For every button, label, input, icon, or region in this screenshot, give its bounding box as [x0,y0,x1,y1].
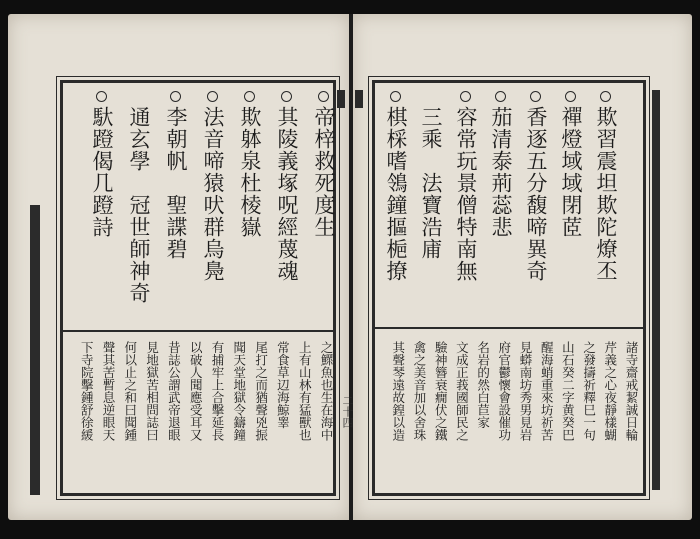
verse-marker-circle-icon [318,91,329,102]
commentary-column: 尾打之而猶聲兇振 [253,341,269,441]
verse-marker-circle-icon [96,91,107,102]
right-edge-bar [652,90,660,490]
commentary-column: 下寺院擊鍾舒徐緩 [79,341,95,441]
commentary-column: 其聲琴遠故鍠以造 [390,341,406,441]
verse-column: 通玄學 冠世師神奇 [127,106,151,304]
verse-marker-circle-icon [565,91,576,102]
verse-column: 棋棌嗜鴒鐘摳梔撩 [384,106,408,282]
commentary-column: 聞天堂地獄令鑄鐘 [231,341,247,441]
verse-column: 欺習震坦欺陀燎丕 [594,106,618,282]
verse-marker-circle-icon [495,91,506,102]
page-fold [349,14,353,520]
verse-column: 李朝帆 聖諜碧 [164,106,188,260]
left-page-divider [63,330,335,332]
verse-marker-circle-icon [170,91,181,102]
center-ear-right [355,90,363,108]
verse-column: 欺躰泉杜棱嶽 [238,106,262,238]
verse-column: 容常玩景僧特南無 [454,106,478,282]
left-edge-bar [30,205,40,495]
commentary-column: 昔誌公謂武帝退眼 [166,341,182,441]
verse-column: 其陵義塚呪經蔑魂 [275,106,299,282]
commentary-column: 山石癸二字黄癸巴 [560,341,576,441]
commentary-column: 文成正莪國師民之 [454,341,470,441]
commentary-column: 見地獄苦相問誌曰 [144,341,160,441]
verse-column: 茄清泰荊蕊悲 [489,106,513,238]
commentary-column: 何以止之和曰聞鍾 [122,341,138,441]
verse-column: 馱蹬偈几蹬詩 [90,106,114,238]
right-page-divider [375,327,643,329]
verse-marker-circle-icon [281,91,292,102]
commentary-column: 府官鬱懷會設催功 [496,341,512,441]
commentary-column: 驗神簪衰癇伏之鐵 [433,341,449,441]
verse-column: 三乘 法寶浩庯 [419,106,443,260]
verse-column: 香逐五分馥啼異奇 [524,106,548,282]
commentary-column: 常食草辺海鯨睾 [275,341,291,429]
verse-column: 禪燈域域閉茝 [559,106,583,238]
commentary-column: 名岩的然白苣家 [475,341,491,429]
verse-marker-circle-icon [244,91,255,102]
commentary-column: 見蟒南坊秀男見岩 [518,341,533,441]
commentary-column: 醒海蛸重來坊祈苦 [539,341,555,441]
commentary-column: 之發擣祈釋巳一句 [581,341,597,441]
verse-marker-circle-icon [600,91,611,102]
center-ear-left [337,90,345,108]
commentary-column: 以破人聞應受耳又 [188,341,204,441]
verse-column: 帝梓救死度生 [312,106,336,238]
page-number: 二十四 [341,395,354,428]
commentary-column: 之鰥魚也生在海中 [319,341,334,441]
verse-marker-circle-icon [460,91,471,102]
commentary-column: 聲其苦暫息逆眼天 [101,341,116,441]
commentary-column: 芹義之心夜靜樣蝴 [602,341,618,441]
commentary-column: 禽之美音加以舍珠 [412,341,427,441]
commentary-column: 有捕牢上合擊延長 [210,341,225,441]
verse-marker-circle-icon [207,91,218,102]
commentary-column: 上有山林有猛獸也 [297,341,313,441]
verse-column: 法音啼猿吠群烏鳧 [201,106,225,282]
verse-marker-circle-icon [530,91,541,102]
commentary-column: 諸寺齋戒絜誠日輪 [624,341,639,441]
verse-marker-circle-icon [390,91,401,102]
